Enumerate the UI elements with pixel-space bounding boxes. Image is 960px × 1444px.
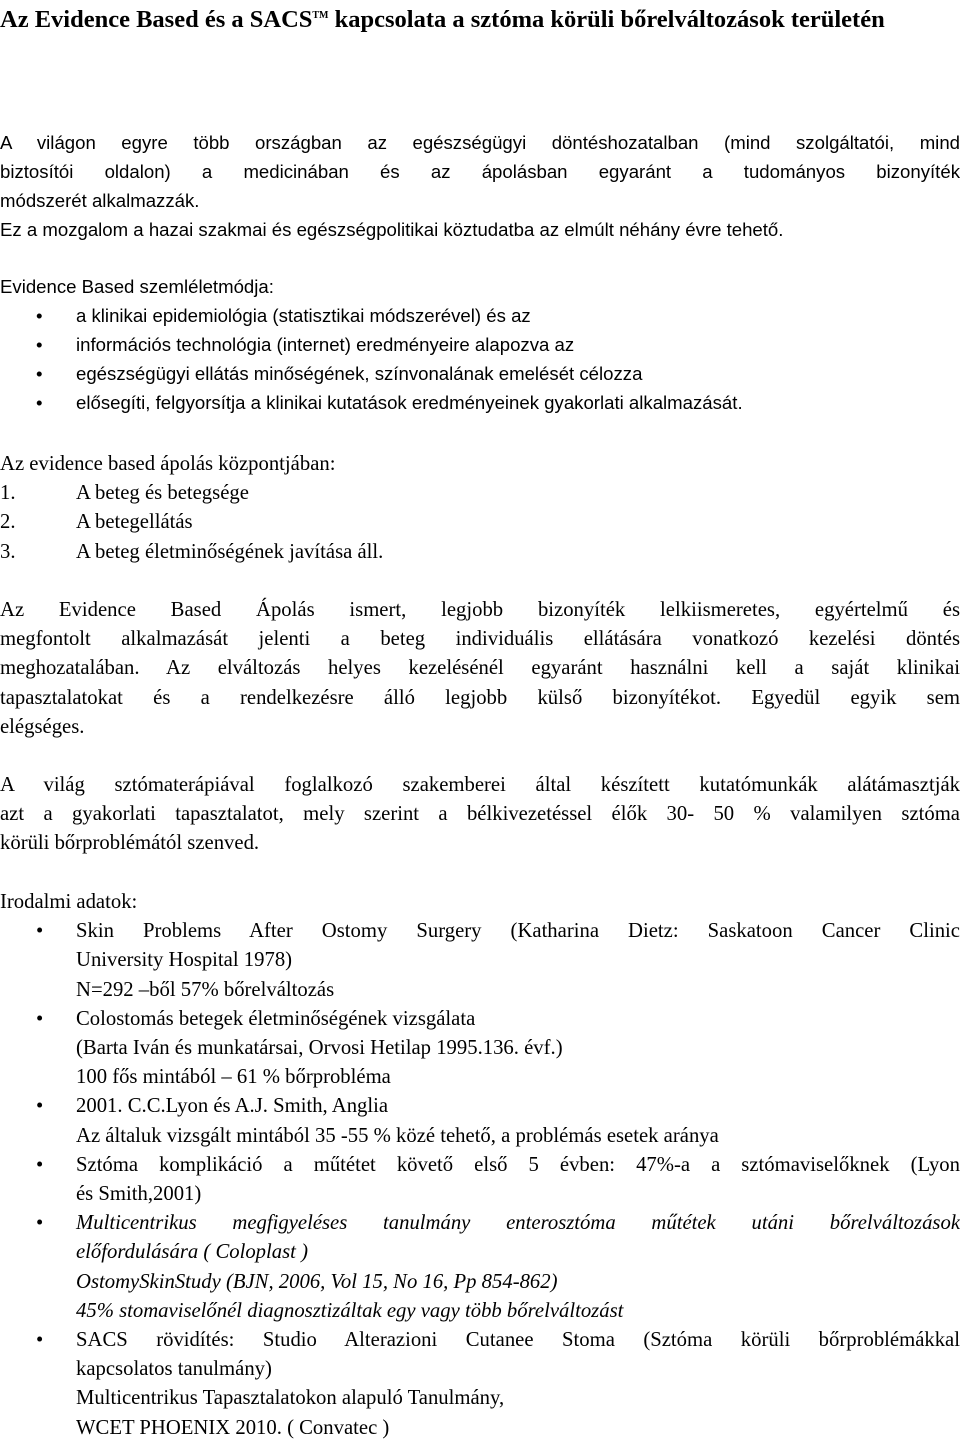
reference-item bbox=[0, 917, 960, 1005]
section-heading: Az evidence based ápolás központjában: bbox=[0, 453, 336, 475]
title-part-1: Az Evidence Based és a SACS bbox=[0, 6, 313, 33]
reference-line: SACS rövidítés: Studio Alterazioni Cutanee Stoma (Sztóma körüli bőrproblémákkal bbox=[76, 1329, 960, 1352]
bullet-icon: • bbox=[36, 392, 43, 413]
section-heading: Irodalmi adatok: bbox=[0, 891, 138, 913]
intro-paragraph bbox=[0, 128, 960, 244]
list-number: 1. bbox=[0, 482, 16, 505]
list-item-text: a klinikai epidemiológia (statisztikai módszerével) és az bbox=[76, 305, 531, 326]
references-list bbox=[0, 917, 960, 1443]
reference-line: Multicentrikus Tapasztalatokon alapuló Tanulmány, bbox=[76, 1387, 505, 1410]
paragraph-line: elégséges. bbox=[0, 715, 85, 738]
paragraph-line: megfontolt alkalmazását jelenti a beteg individuális ellátására vonatkozó kezelési döntés bbox=[0, 628, 960, 651]
reference-line: 100 fős mintából – 61 % bőrprobléma bbox=[76, 1066, 391, 1089]
list-item bbox=[0, 479, 960, 508]
list-item bbox=[0, 359, 960, 388]
paragraph-line: körüli bőrproblémától szenved. bbox=[0, 832, 260, 855]
list-item-text: egészségügyi ellátás minőségének, színvonalának emelését célozza bbox=[76, 363, 643, 384]
bullet-icon: • bbox=[36, 1095, 44, 1118]
reference-line: WCET PHOENIX 2010. ( Convatec ) bbox=[76, 1416, 390, 1439]
stoma-research-paragraph bbox=[0, 771, 960, 859]
bullet-icon: • bbox=[36, 334, 43, 355]
reference-item bbox=[0, 1326, 960, 1443]
nursing-center-section bbox=[0, 450, 960, 567]
paragraph-line: A világ sztómaterápiával foglalkozó szakemberei által készített kutatómunkák alátámasztják bbox=[0, 774, 960, 796]
trademark-symbol: TM bbox=[312, 10, 329, 21]
intro-line: módszerét alkalmazzák. bbox=[0, 190, 200, 211]
list-item-text: elősegíti, felgyorsítja a klinikai kutatások eredményeinek gyakorlati alkalmazását. bbox=[76, 392, 743, 413]
list-item bbox=[0, 388, 960, 417]
list-item-text: információs technológia (internet) eredményeire alapozva az bbox=[76, 334, 575, 355]
references-section bbox=[0, 888, 960, 1443]
list-item bbox=[0, 330, 960, 359]
reference-line: 2001. C.C.Lyon és A.J. Smith, Anglia bbox=[76, 1095, 389, 1118]
paragraph-line: Az Evidence Based Ápolás ismert, legjobb bizonyíték lelkiismeretes, egyértelmű és bbox=[0, 599, 960, 621]
bullet-icon: • bbox=[36, 1007, 44, 1030]
nursing-center-list bbox=[0, 479, 960, 567]
document-title bbox=[0, 0, 955, 35]
bullet-icon: • bbox=[36, 920, 44, 943]
reference-line: (Barta Iván és munkatársai, Orvosi Hetilap 1995.136. évf.) bbox=[76, 1037, 563, 1060]
reference-line: Multicentrikus megfigyeléses tanulmány enterosztóma műtétek utáni bőrelváltozások bbox=[76, 1212, 960, 1235]
reference-line: és Smith,2001) bbox=[76, 1183, 202, 1206]
reference-line: előfordulására ( Coloplast ) bbox=[76, 1241, 308, 1264]
reference-line: OstomySkinStudy (BJN, 2006, Vol 15, No 16, Pp 854-862) bbox=[76, 1270, 558, 1293]
intro-line: biztosítói oldalon) a medicinában és az ápolásban egyaránt a tudományos bizonyíték bbox=[0, 161, 960, 182]
bullet-icon: • bbox=[36, 1329, 44, 1352]
list-item bbox=[0, 538, 960, 567]
reference-line: Sztóma komplikáció a műtétet követő első 5 évben: 47%-a a sztómaviselőknek (Lyon bbox=[76, 1153, 960, 1176]
paragraph-line: meghozatalában. Az elváltozás helyes kezelésénél egyaránt használni kell a saját klinikai bbox=[0, 657, 960, 680]
evidence-based-list bbox=[0, 301, 960, 417]
reference-line: Colostomás betegek életminőségének vizsgálata bbox=[76, 1007, 476, 1030]
list-number: 2. bbox=[0, 511, 16, 534]
intro-line: Ez a mozgalom a hazai szakmai és egészségpolitikai köztudatba az elmúlt néhány évre tehető. bbox=[0, 219, 784, 240]
list-number: 3. bbox=[0, 540, 16, 563]
paragraph-line: azt a gyakorlati tapasztalatot, mely szerint a bélkivezetéssel élők 30- 50 % valamilyen sztóma bbox=[0, 803, 960, 826]
reference-line: 45% stomaviselőnél diagnosztizáltak egy vagy több bőrelváltozást bbox=[76, 1299, 624, 1322]
reference-item bbox=[0, 1092, 960, 1150]
reference-line: kapcsolatos tanulmány) bbox=[76, 1358, 272, 1381]
reference-line: Az általuk vizsgált mintából 35 -55 % közé tehető, a problémás esetek aránya bbox=[76, 1124, 719, 1147]
reference-line: Skin Problems After Ostomy Surgery (Katharina Dietz: Saskatoon Cancer Clinic bbox=[76, 920, 960, 943]
list-item-text: A betegellátás bbox=[76, 511, 193, 534]
list-item-text: A beteg életminőségének javítása áll. bbox=[76, 540, 384, 563]
bullet-icon: • bbox=[36, 305, 43, 326]
paragraph-line: tapasztalatokat és a rendelkezésre álló legjobb külső bizonyítékot. Egyedül egyik sem bbox=[0, 686, 960, 709]
reference-item bbox=[0, 1005, 960, 1093]
evidence-based-nursing-paragraph bbox=[0, 596, 960, 742]
bullet-icon: • bbox=[36, 1153, 44, 1176]
section-heading: Evidence Based szemléletmódja: bbox=[0, 276, 274, 297]
bullet-icon: • bbox=[36, 1212, 44, 1235]
intro-line: A világon egyre több országban az egészségügyi döntéshozatalban (mind szolgáltatói, mind bbox=[0, 132, 960, 153]
reference-item bbox=[0, 1151, 960, 1209]
list-item bbox=[0, 508, 960, 537]
list-item bbox=[0, 301, 960, 330]
reference-line: N=292 –ből 57% bőrelváltozás bbox=[76, 978, 335, 1001]
bullet-icon: • bbox=[36, 363, 43, 384]
list-item-text: A beteg és betegsége bbox=[76, 482, 249, 505]
reference-line: University Hospital 1978) bbox=[76, 949, 293, 972]
evidence-based-section bbox=[0, 272, 960, 417]
title-part-2: kapcsolata a sztóma körüli bőrelváltozások területén bbox=[328, 6, 885, 33]
reference-item bbox=[0, 1209, 960, 1326]
